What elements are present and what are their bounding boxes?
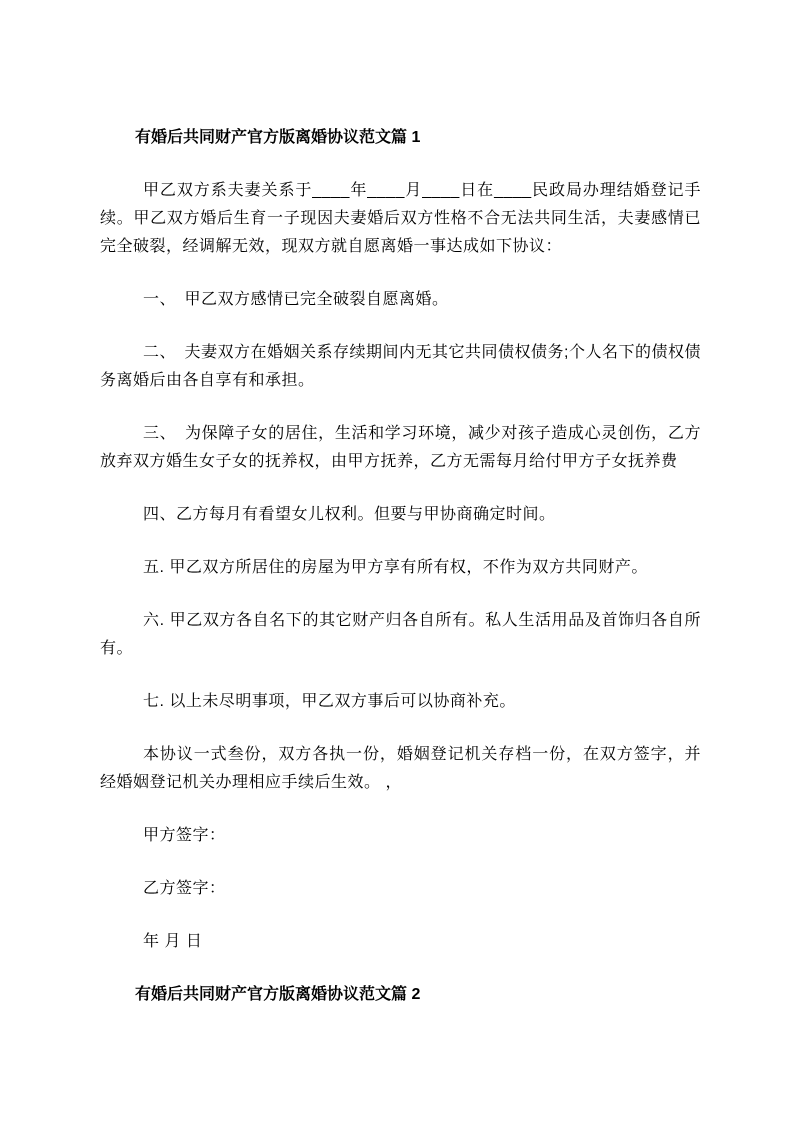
section-2-title: 有婚后共同财产官方版离婚协议范文篇 2: [135, 986, 421, 1003]
signature-line-party-a: 甲方签字：: [143, 827, 226, 844]
clause-2: 二、 夫妻双方在婚姻关系存续期间内无其它共同债权债务;个人名下的债权债务离婚后由各自享有和承担。: [100, 344, 701, 389]
intro-paragraph: 甲乙双方系夫妻关系于____年____月____日在____民政局办理结婚登记手续。甲乙双方婚后生育一子现因夫妻婚后双方性格不合无法共同生活，夫妻感情已完全破裂，经调解无效，现双方就自愿离婚一事达成如下协议：: [100, 182, 701, 255]
date-line: 年 月 日: [143, 933, 203, 950]
clause-3: 三、 为保障子女的居住，生活和学习环境，减少对孩子造成心灵创伤，乙方放弃双方婚生女子女的抚养权，由甲方抚养，乙方无需每月给付甲方子女抚养费: [100, 425, 701, 470]
clause-4: 四、乙方每月有看望女儿权利。但要与甲协商确定时间。: [143, 506, 556, 523]
closing-paragraph: 本协议一式叁份，双方各执一份，婚姻登记机关存档一份，在双方签字，并经婚姻登记机关办理相应手续后生效。 ，: [100, 746, 701, 791]
signature-line-party-b: 乙方签字：: [143, 880, 226, 897]
clause-7: 七. 以上未尽明事项，甲乙双方事后可以协商补充。: [143, 693, 516, 710]
clause-1: 一、 甲乙双方感情已完全破裂自愿离婚。: [143, 291, 449, 308]
section-1-title: 有婚后共同财产官方版离婚协议范文篇 1: [135, 129, 421, 146]
clause-6: 六. 甲乙双方各自名下的其它财产归各自所有。私人生活用品及首饰归各自所有。: [100, 612, 701, 657]
clause-5: 五. 甲乙双方所居住的房屋为甲方享有所有权，不作为双方共同财产。: [143, 559, 648, 576]
